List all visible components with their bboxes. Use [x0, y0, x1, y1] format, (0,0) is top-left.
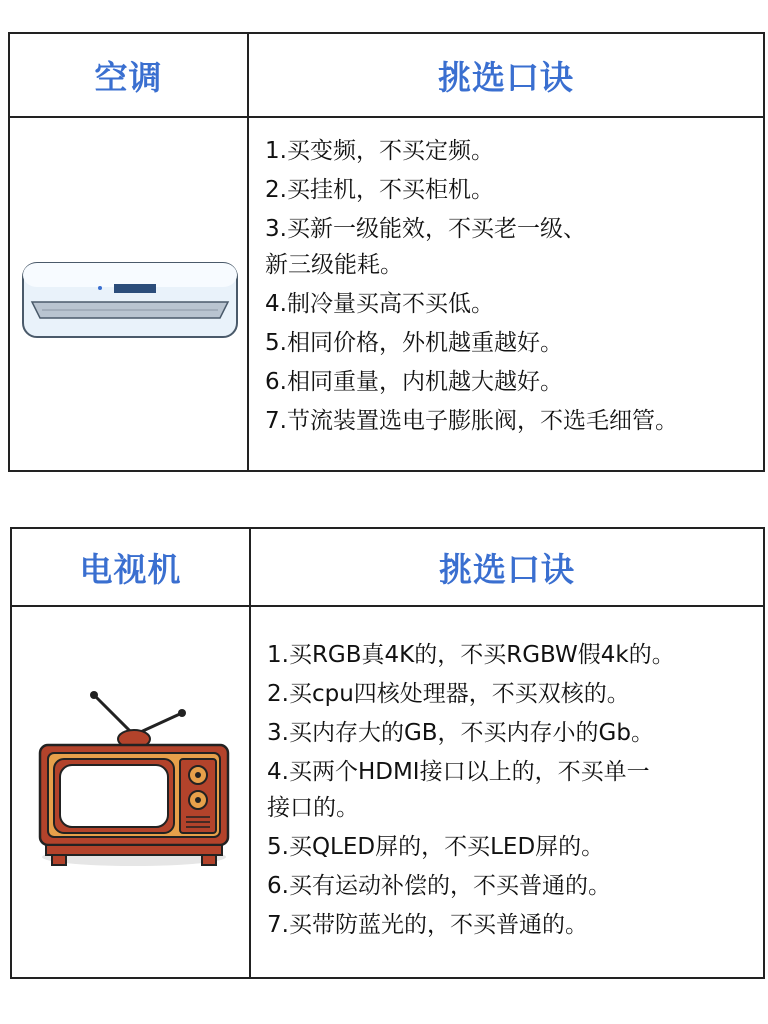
- list-item: 3.买内存大的GB，不买内存小的Gb。: [267, 720, 654, 746]
- air-conditioner-icon: [20, 260, 240, 340]
- tv-tips-list: [267, 637, 759, 946]
- list-item: 3.买新一级能效，不买老一级、 新三级能耗。: [265, 216, 586, 278]
- list-item: 5.相同价格，外机越重越好。: [265, 330, 563, 356]
- header-television: 电视机: [79, 549, 182, 589]
- list-item: 5.买QLED屏的，不买LED屏的。: [267, 834, 605, 860]
- list-item: 1.买RGB真4K的，不买RGBW假4k的。: [267, 642, 675, 668]
- air-conditioner-image-cell: [10, 120, 247, 470]
- list-item: 4.制冷量买高不买低。: [265, 291, 494, 317]
- list-item: 6.买有运动补偿的，不买普通的。: [267, 873, 611, 899]
- header-air-conditioner: 空调: [94, 57, 163, 97]
- list-item: 1.买变频，不买定频。: [265, 138, 494, 164]
- ac-tips-list: [265, 133, 759, 442]
- list-item: 7.节流装置选电子膨胀阀，不选毛细管。: [265, 408, 678, 434]
- list-item: 4.买两个HDMI接口以上的，不买单一 接口的。: [267, 759, 650, 821]
- list-item: 2.买挂机，不买柜机。: [265, 177, 494, 203]
- list-item: 6.相同重量，内机越大越好。: [265, 369, 563, 395]
- column-divider: [249, 529, 251, 977]
- list-item: 2.买cpu四核处理器，不买双核的。: [267, 681, 630, 707]
- retro-television-icon: [34, 657, 234, 877]
- table-header-row: [12, 529, 763, 607]
- television-image-cell: [12, 609, 249, 977]
- air-conditioner-table: [8, 32, 765, 472]
- list-item: 7.买带防蓝光的，不买普通的。: [267, 912, 588, 938]
- column-divider: [247, 34, 249, 470]
- television-table: [10, 527, 765, 979]
- header-selection-tips: 挑选口诀: [439, 549, 575, 589]
- header-selection-tips: 挑选口诀: [438, 57, 574, 97]
- table-header-row: [10, 34, 763, 118]
